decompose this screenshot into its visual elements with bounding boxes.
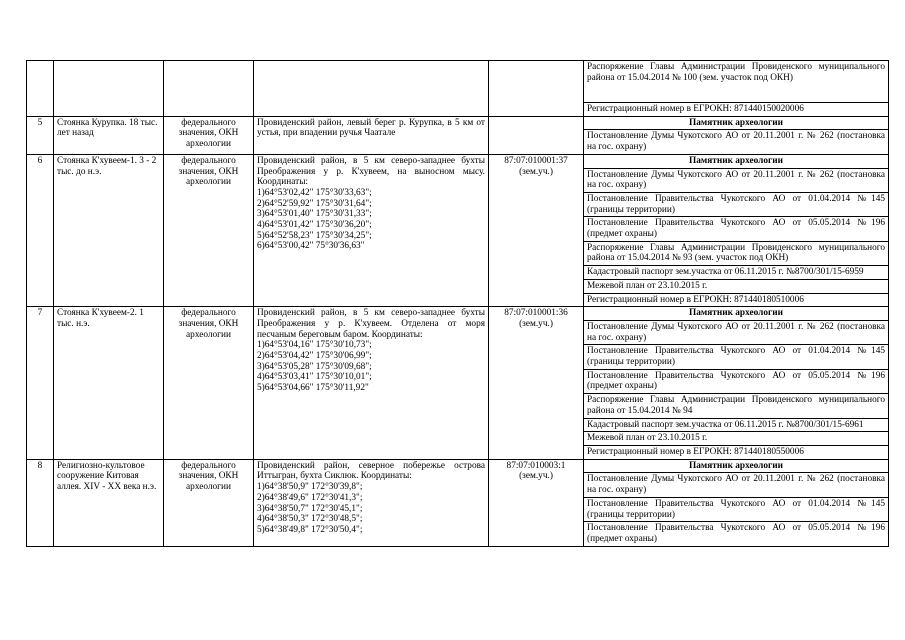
document-cell: Постановление Правительства Чукотского АО от 05.05.2014 №196 (предмет охраны) bbox=[584, 522, 889, 546]
coordinate-line: 4)64°38'50,3" 172°30'48,5"; bbox=[257, 514, 363, 525]
document-page bbox=[26, 60, 888, 547]
cadastral-cell: 87:07:010001:36 (зем.уч.) bbox=[489, 307, 584, 459]
coordinate-line: 1)64°53'02,42" 175°30'33,63"; bbox=[257, 187, 372, 198]
coordinate-line: 3)64°53'05,28" 175°30'09,68"; bbox=[257, 361, 372, 372]
document-cell: Постановление Правительства Чукотского АО от 01.04.2014 №145 (границы территории) bbox=[584, 497, 889, 521]
registration-number-cell: Регистрационный номер в ЕГРОКН: 871440150020006 bbox=[584, 103, 889, 117]
heritage-register-table bbox=[26, 60, 889, 547]
coordinate-line: 1)64°38'50,9" 172°30'39,8"; bbox=[257, 482, 363, 493]
table-row bbox=[27, 459, 889, 473]
document-cell: Постановление Правительства Чукотского АО от 05.05.2014 №196 (предмет охраны) bbox=[584, 217, 889, 241]
monument-type-heading: Памятник археологии bbox=[584, 116, 889, 130]
monument-type-heading: Памятник археологии bbox=[584, 154, 889, 168]
coordinate-line: 1)64°53'04,16" 175°30'10,73"; bbox=[257, 340, 372, 351]
location-text: Провиденский район, в 5 км северо-западнее бухты Преображения у р. К'хувеем. Отделена от моря песчаным береговым баром. Координаты: bbox=[257, 308, 485, 340]
cadastral-cell bbox=[489, 61, 584, 117]
document-cell: Межевой план от 23.10.2015 г. bbox=[584, 279, 889, 293]
document-cell: Межевой план от 23.10.2015 г. bbox=[584, 432, 889, 446]
name-cell: Стоянка Курупка. 18 тыс. лет назад bbox=[54, 116, 164, 154]
coordinate-line: 5)64°38'49,8" 172°30'50,4"; bbox=[257, 524, 363, 535]
coordinate-line: 2)64°52'59,92" 175°30'31,64"; bbox=[257, 198, 372, 209]
coordinate-line: 2)64°53'04,42" 175°30'06,99"; bbox=[257, 351, 372, 362]
category-cell bbox=[164, 61, 254, 117]
cadastral-cell: 87:07:010001:37 (зем.уч.) bbox=[489, 154, 584, 306]
table-row bbox=[27, 61, 889, 103]
coordinate-line: 6)64°53'00,42" 75°30'36,63" bbox=[257, 241, 365, 252]
coordinate-line: 3)64°53'01,40" 175°30'31,33"; bbox=[257, 209, 372, 220]
document-cell: Постановление Думы Чукотского АО от 20.11.2001 г. № 262 (постановка на гос. охрану) bbox=[584, 473, 889, 497]
table-row bbox=[27, 307, 889, 321]
location-cell bbox=[254, 154, 489, 306]
document-cell: Постановление Правительства Чукотского АО от 01.04.2014 №145 (границы территории) bbox=[584, 192, 889, 216]
location-cell bbox=[254, 459, 489, 546]
location-cell bbox=[254, 307, 489, 459]
coordinate-line: 3)64°38'50,7" 172°30'45,1"; bbox=[257, 503, 363, 514]
name-cell: Религиозно-культовое сооружение Китовая аллея. XIV - XX века н.э. bbox=[54, 459, 164, 546]
name-cell: Стоянка К'хувеем-2. 1 тыс. н.э. bbox=[54, 307, 164, 459]
number-cell: 6 bbox=[27, 154, 54, 306]
name-cell bbox=[54, 61, 164, 117]
category-cell: федерального значения, ОКН археологии bbox=[164, 459, 254, 546]
cadastral-cell bbox=[489, 116, 584, 154]
registration-number-cell: Регистрационный номер в ЕГРОКН: 871440180550006 bbox=[584, 445, 889, 459]
document-cell: Постановление Думы Чукотского АО от 20.11.2001 г. № 262 (постановка на гос. охрану) bbox=[584, 320, 889, 344]
category-cell: федерального значения, ОКН археологии bbox=[164, 307, 254, 459]
coordinate-line: 5)64°52'58,23" 175°30'34,25"; bbox=[257, 230, 372, 241]
category-cell: федерального значения, ОКН археологии bbox=[164, 116, 254, 154]
location-cell: Провиденский район, левый берег р. Курупка, в 5 км от устья, при впадении ручья Чаатале bbox=[254, 116, 489, 154]
location-text: Провиденский район, северное побережье острова Иттыгран, бухта Сиклюк. Координаты: bbox=[257, 460, 485, 482]
table-row bbox=[27, 116, 889, 130]
document-cell: Постановление Правительства Чукотского АО от 05.05.2014 №196 (предмет охраны) bbox=[584, 369, 889, 393]
document-cell: Постановление Думы Чукотского АО от 20.11.2001 г. № 262 (постановка на гос. охрану) bbox=[584, 168, 889, 192]
location-text: Провиденский район, в 5 км северо-западнее бухты Преображения у р. К'хувеем, на выносном мысу. Координаты: bbox=[257, 155, 485, 188]
number-cell: 5 bbox=[27, 116, 54, 154]
document-cell: Постановление Правительства Чукотского АО от 01.04.2014 №145 (границы территории) bbox=[584, 345, 889, 369]
registration-number-cell: Регистрационный номер в ЕГРОКН: 871440180510006 bbox=[584, 293, 889, 307]
document-cell: Кадастровый паспорт зем.участка от 06.11.2015 г. №8700/301/15-6961 bbox=[584, 418, 889, 432]
coordinate-line: 4)64°53'01,42" 175°30'36,20"; bbox=[257, 220, 372, 231]
number-cell: 7 bbox=[27, 307, 54, 459]
category-cell: федерального значения, ОКН археологии bbox=[164, 154, 254, 306]
cadastral-cell: 87:07:010003:1 (зем.уч.) bbox=[489, 459, 584, 546]
number-cell: 8 bbox=[27, 459, 54, 546]
document-cell: Распоряжение Главы Администрации Провиденского муниципального района от 15.04.2014 № 100 (зем. участок под ОКН) bbox=[584, 61, 889, 103]
monument-type-heading: Памятник археологии bbox=[584, 459, 889, 473]
document-cell: Распоряжение Главы Администрации Провиденского муниципального района от 15.04.2014 № 93 (зем. участок под ОКН) bbox=[584, 241, 889, 265]
monument-type-heading: Памятник археологии bbox=[584, 307, 889, 321]
location-cell bbox=[254, 61, 489, 117]
document-cell: Кадастровый паспорт зем.участка от 06.11.2015 г. №8700/301/15-6959 bbox=[584, 266, 889, 280]
document-cell: Распоряжение Главы Администрации Провиденского муниципального района от 15.04.2014 № 94 bbox=[584, 394, 889, 418]
document-cell: Постановление Думы Чукотского АО от 20.11.2001 г. № 262 (постановка на гос. охрану) bbox=[584, 130, 889, 154]
table-row bbox=[27, 154, 889, 168]
coordinate-line: 5)64°53'04,66" 175°30'11,92" bbox=[257, 383, 369, 394]
name-cell: Стоянка К'хувеем-1. 3 - 2 тыс. до н.э. bbox=[54, 154, 164, 306]
number-cell bbox=[27, 61, 54, 117]
coordinate-line: 2)64°38'49,6" 172°30'41,3"; bbox=[257, 492, 363, 503]
coordinate-line: 4)64°53'03,41" 175°30'10,01"; bbox=[257, 372, 372, 383]
